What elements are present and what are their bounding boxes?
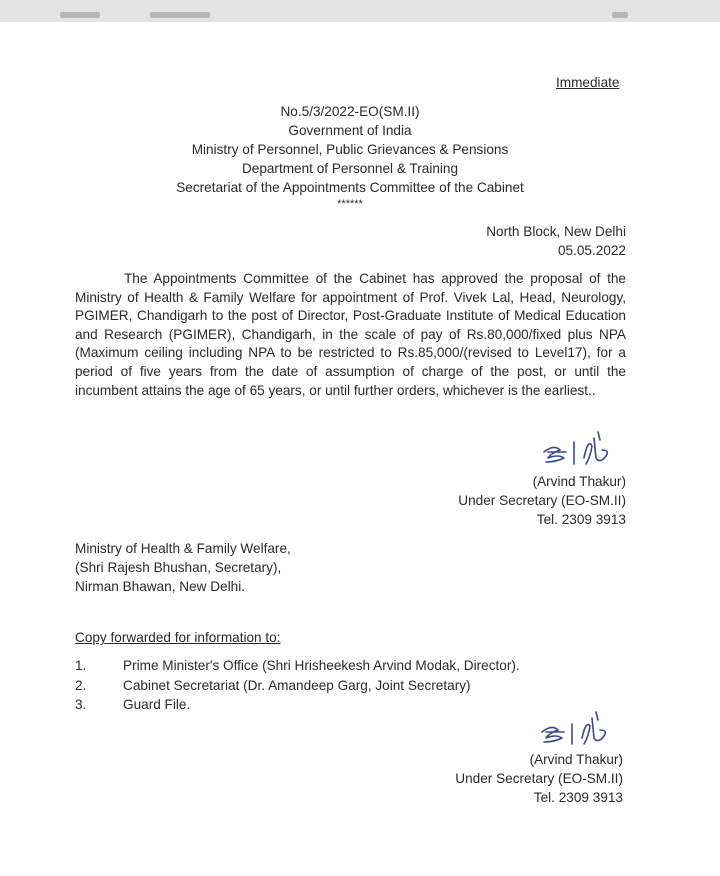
signatory-designation: Under Secretary (EO-SM.II) xyxy=(455,771,623,786)
file-number: No.5/3/2022-EO(SM.II) xyxy=(280,104,420,119)
list-number: 2. xyxy=(75,678,87,693)
copy-list-item xyxy=(75,695,190,714)
header-line: Ministry of Personnel, Public Grievances & Pensions xyxy=(191,142,509,157)
signatory-name: (Arvind Thakur) xyxy=(532,474,626,489)
copy-heading: Copy forwarded for information to: xyxy=(75,630,281,645)
header-line: Secretariat of the Appointments Committee of the Cabinet xyxy=(176,180,524,195)
addressee xyxy=(75,539,291,596)
signature-image xyxy=(540,428,630,472)
addressee-line: Nirman Bhawan, New Delhi. xyxy=(75,579,245,594)
signatory-name: (Arvind Thakur) xyxy=(529,752,623,767)
addressee-line: Ministry of Health & Family Welfare, xyxy=(75,541,291,556)
list-number: 3. xyxy=(75,697,87,712)
scan-smudge xyxy=(60,12,100,18)
date: 05.05.2022 xyxy=(557,243,626,258)
scan-smudge xyxy=(612,12,628,18)
priority-label: Immediate xyxy=(556,75,620,90)
copy-list-item xyxy=(75,676,471,695)
list-number: 1. xyxy=(75,658,87,673)
list-text: Guard File. xyxy=(123,697,191,712)
signatory-tel: Tel. 2309 3913 xyxy=(536,512,626,527)
order-body: The Appointments Committee of the Cabinet has approved the proposal of the Ministry of Health & Family Welfare for appointment of Prof. Vivek Lal, Head, Neurology, PGIMER, Chandigarh to the post of Director, Post-Graduate Institute of Medical Education and Research (PGIMER), Chandigarh, in the scale of pay of Rs.80,000/fixed plus NPA (Maximum ceiling including NPA to be restricted to Rs.85,000/(revised to Level17), for a period of five years from the date of assumption of charge of the post, or until the incumbent attains the age of 65 years, or until further orders, whichever is the earliest.. xyxy=(75,271,626,398)
copy-list-item xyxy=(75,656,520,675)
place: North Block, New Delhi xyxy=(486,224,626,239)
signature-image xyxy=(538,708,628,752)
signatory-tel: Tel. 2309 3913 xyxy=(533,790,623,805)
header-separator: ****** xyxy=(337,198,363,210)
header-line: Department of Personnel & Training xyxy=(241,161,459,176)
signatory-designation: Under Secretary (EO-SM.II) xyxy=(458,493,626,508)
list-text: Prime Minister's Office (Shri Hrisheekesh Arvind Modak, Director). xyxy=(123,658,520,673)
list-text: Cabinet Secretariat (Dr. Amandeep Garg, Joint Secretary) xyxy=(123,678,471,693)
scan-smudge xyxy=(150,12,210,18)
header-line: Government of India xyxy=(288,123,412,138)
addressee-line: (Shri Rajesh Bhushan, Secretary), xyxy=(75,560,282,575)
scan-top-band xyxy=(0,0,720,22)
